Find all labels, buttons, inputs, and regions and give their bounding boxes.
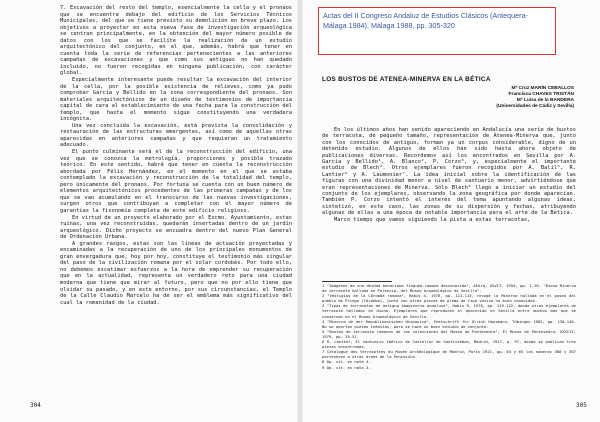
- left-paragraph: En virtud de un proyecto elaborado por el Excmo. Ayuntamiento, estas ruinas, una vez reconstruidas, quedarán insertadas dentro de un jardín arqueológico. Dicho proyecto se encuadra dentro del nuevo Plan General de Ordenación Urbana.: [60, 214, 292, 241]
- right-paragraph: Marco tiempo que vamos siguiendo la pista a estas terracotas,: [334, 216, 531, 223]
- left-page-number: 304: [30, 402, 41, 409]
- author-name: Mª Luisa de la BANDERA: [516, 98, 574, 103]
- right-page-text: [322, 127, 576, 223]
- right-paragraph: En los últimos años han venido apareciendo en Andalucía una serie de bustos de terracota, de pequeño tamaño, representación de Atenea-Minerva que, junto con los conocidos de antiguo, forman ya un corpus considerable, digno de un detenido estudio. Algunos de ellos han sido hasta ahora objeto de publicaciones diversas. Recordemos así los encontrados en Sevilla por A. García y Bellido¹, A. Blanco², P. Corzo³, y, especialmente el importante estudio de Blech⁴. Otros ejemplares fueron recogidos por A. Balil⁵, R. Lantier⁶ y A. Laumonier⁷. La idea inicial sobre la identificación de las figuras con una divinidad menor a nivel de santuario menor, advirtiéndose que eran representaciones de Minerva. Sólo Blech⁸ llegó a iniciar un estudio del conjunto de los ejemplares, observando la zona geográfica por donde aparecían. También P. Corzo intentó el interés del tema apuntando algunas ideas, sintetizó, en este caso, las zonas de su dispersión y fechas, atribuyendo algunas de ellas a una época de notable importancia para el arte de la Bética.: [322, 127, 576, 217]
- left-paragraph: A grandes rasgos, estas son las líneas de actuación proyectadas y encaminadas a la recuperación de uno de los principales monumentos de gran envergadura que, hoy por hoy, constituye el testimonio más singular del paso de la civilización romana por el solar cordobés. Por todo ello, no debemos escatimar esfuerzos a la hora de emprender su recuperación que en la actualidad, representa un verdadero reto para una ciudad moderna que tiene que mirar al futuro, pero que no por ello tiene que olvidar su pasado, y en este entorno, por sus circunstancias, el Templo de la Calle Claudio Marcelo ha de ser el emblema más significativo del cual la romanidad de la ciudad.: [60, 240, 292, 306]
- left-page-text: [60, 5, 292, 306]
- footnote: 1 "Imágenes de una deidad menoriana fingueo-romana desconocida", AEArq, XXVII, 1954, pp. 1-26. "Diosa Minerva de terracota hallada en Palencia, del Museo Arqueológico de Sevilla".: [322, 283, 576, 294]
- footnote: 6 R. Lantier, El santuario ibérico de Castellar de Santisteban, Madrid, 1917, p. 97, donde se publican tres piezas encontradas.: [322, 339, 576, 350]
- author-block: [496, 86, 574, 110]
- author-name: Francisca CHAVES TRISTÁN: [508, 92, 574, 97]
- footnotes: [322, 283, 576, 370]
- footnote: 8 Op. cit. en nota 4.: [322, 359, 371, 365]
- footnote: 5 "Bustos de terracota romanos de las colecciones del Museo de Pontevedra", El Museo de Pontevedra, XXXIII, 1979, pp. 35-51.: [322, 328, 576, 339]
- citation-text: Actas del II Congreso Andaluz de Estudios Clásicos (Antequera-Málaga 1984), Málaga 1988, pp. 305-320: [323, 11, 528, 30]
- left-paragraph: Especialmente interesante puede resultar la excavación del interior de la cella, por la posible existencia de relieves, como ya pudo comprobar García y Bellido en la zona correspondiente del pronaos. Son materiales arquitectónicos de un diseño de textimonios de importancia capital de cara al establecimiento de una fecha para la construcción del templo, que hasta el momento sigue constituyendo una verdadera incógnita.: [60, 77, 292, 123]
- footnote: 4 "Minerva de der Republikanischen Hispanica", Festschrift für Ulrich Hausmann, Tübingen 1982, pp. 130-140. No se aportan piezas inéditas, pero se hace un buen estudio de conjunto.: [322, 318, 576, 329]
- right-page: [300, 0, 600, 422]
- footnote: 2 "Vestigios de la Córdoba romana", Habis 4, 1976, pp. 111-115, recoge la Minerva hallada en el paseo del pueblo de Priego (Córdoba), junto con otras piezas de plomo de tipo votivo no bien conocidas.: [322, 293, 576, 304]
- left-paragraph: Una vez concluida la excavación, está prevista la consolidación y restauración de las estructuras emergentes, así como de aquellas otras aparecidas en anteriores campañas y que requieran un tratamiento adecuado.: [60, 122, 292, 149]
- footnote-rule: [322, 281, 392, 282]
- article-title: LOS BUSTOS DE ATENEA-MINERVA EN LA BÉTICA: [322, 76, 491, 83]
- right-page-number: 305: [576, 402, 587, 409]
- footnote: 9 Op. cit. en nota 3.: [322, 364, 371, 370]
- left-paragraph: El punto culminante será el de la reconstrucción del edificio, una vez que se conozca la metrología, proporciones y posible trazado teórico. En este sentido, habrá que tener en cuenta la reconstrucción abordada por Félix Hernández, en el momento en el que se estaba contemplado la excavación y reconstrucción de la totalidad del templo, pero únicamente del pronaos. Por fortuna se cuenta con un buen número de elementos arquitectónicos procedentes de las primeras campañas y de los que se van acumulando en el transcurso de las nuevas investigaciones, surgen otros que contribuyan a completar con el mayor número de garantías la fisonomía completa de este edificio religioso.: [60, 149, 292, 214]
- footnote: 7 Catalogue des terracottes du Musée Archéologique de Madrid, Paris 1921, pp. 64 y 65 los números 308 y 307 pertenecen a otras áreas de la Península.: [322, 349, 576, 360]
- footnote: 3 "Tipos de terracotas de antigua imaginería andaluza", Habis 9, 1978, pp. 119-122, donde otros ejemplares de terracota hallados en Osuna. Ejemplares que reproducen el aparecido en Sevilla entre muchos más que se conservan en el Museo Arqueológico de Sevilla.: [322, 303, 576, 319]
- citation-box: [318, 7, 556, 55]
- author-name: Mª Cruz MARÍN CEBALLOS: [511, 86, 574, 91]
- left-paragraph: 7. Excavación del resto del templo, esencialmente la cella y el pronaos que se encuentra debajo del edificio de los Servicios Técnicos Municipales, del que se tiene previsto su demolición en breve plazo. Los objetivos a proyectar en esta nueva fase de investigación arqueológica se centran principalmente, en la obtención del mayor número posible de datos con los que se facilite la realización de un estudio arquitectónico del conjunto, en el que, además, habrá que tener en cuenta toda la serie de referencias pertenecientes a las anteriores campañas de excavaciones y que como sus antiguas no han quedado incluido, no fueron recogidas en ninguna publicación, con carácter global.: [60, 5, 292, 77]
- author-affiliation: (Universidades de Cádiz y Sevilla): [496, 104, 574, 109]
